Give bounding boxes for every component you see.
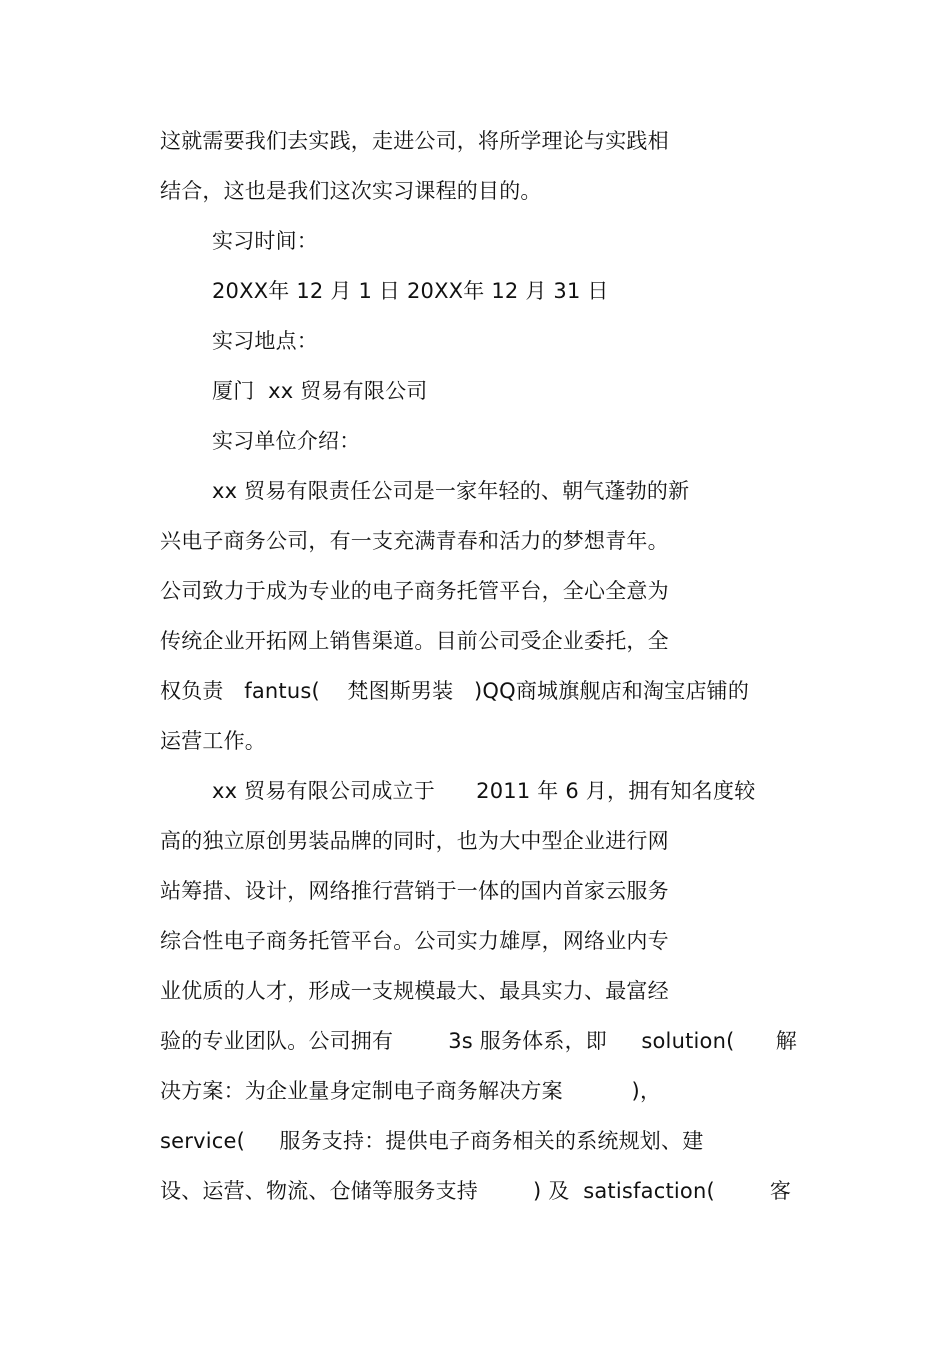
paragraph-line: 公司致力于成为专业的电子商务托管平台，全心全意为 xyxy=(160,579,669,603)
paragraph-line: 权负责 fantus( 梵图斯男装 )QQ商城旗舰店和淘宝店铺的 xyxy=(160,679,750,703)
paragraph-line: 高的独立原创男装品牌的同时，也为大中型企业进行网 xyxy=(160,829,669,853)
paragraph-line: 验的专业团队。公司拥有 3s 服务体系，即 solution( 解 xyxy=(160,1029,797,1053)
internship-location: 厦门 xx 贸易有限公司 xyxy=(212,379,428,403)
paragraph-line: 设、运营、物流、仓储等服务支持 ) 及 satisfaction( 客 xyxy=(160,1179,792,1203)
section-label-location: 实习地点： xyxy=(212,329,318,353)
paragraph-line: 这就需要我们去实践，走进公司，将所学理论与实践相 xyxy=(160,129,669,153)
section-label-company: 实习单位介绍： xyxy=(212,429,361,453)
paragraph-line: 结合，这也是我们这次实习课程的目的。 xyxy=(160,179,542,203)
paragraph-line: service( 服务支持：提供电子商务相关的系统规划、建 xyxy=(160,1129,704,1153)
paragraph-line: 综合性电子商务托管平台。公司实力雄厚，网络业内专 xyxy=(160,929,669,953)
paragraph-line: xx 贸易有限责任公司是一家年轻的、朝气蓬勃的新 xyxy=(212,479,690,503)
paragraph-line: 业优质的人才，形成一支规模最大、最具实力、最富经 xyxy=(160,979,669,1003)
paragraph-line: 站筹措、设计，网络推行营销于一体的国内首家云服务 xyxy=(160,879,669,903)
paragraph-line: 运营工作。 xyxy=(160,729,266,753)
paragraph-line: xx 贸易有限公司成立于 2011 年 6 月，拥有知名度较 xyxy=(212,779,756,803)
section-label-time: 实习时间： xyxy=(212,229,318,253)
paragraph-line: 传统企业开拓网上销售渠道。目前公司受企业委托，全 xyxy=(160,629,669,653)
paragraph-line: 兴电子商务公司，有一支充满青春和活力的梦想青年。 xyxy=(160,529,669,553)
internship-dates: 20XX年 12 月 1 日 20XX年 12 月 31 日 xyxy=(212,279,609,303)
paragraph-line: 决方案：为企业量身定制电子商务解决方案 )， xyxy=(160,1079,662,1103)
